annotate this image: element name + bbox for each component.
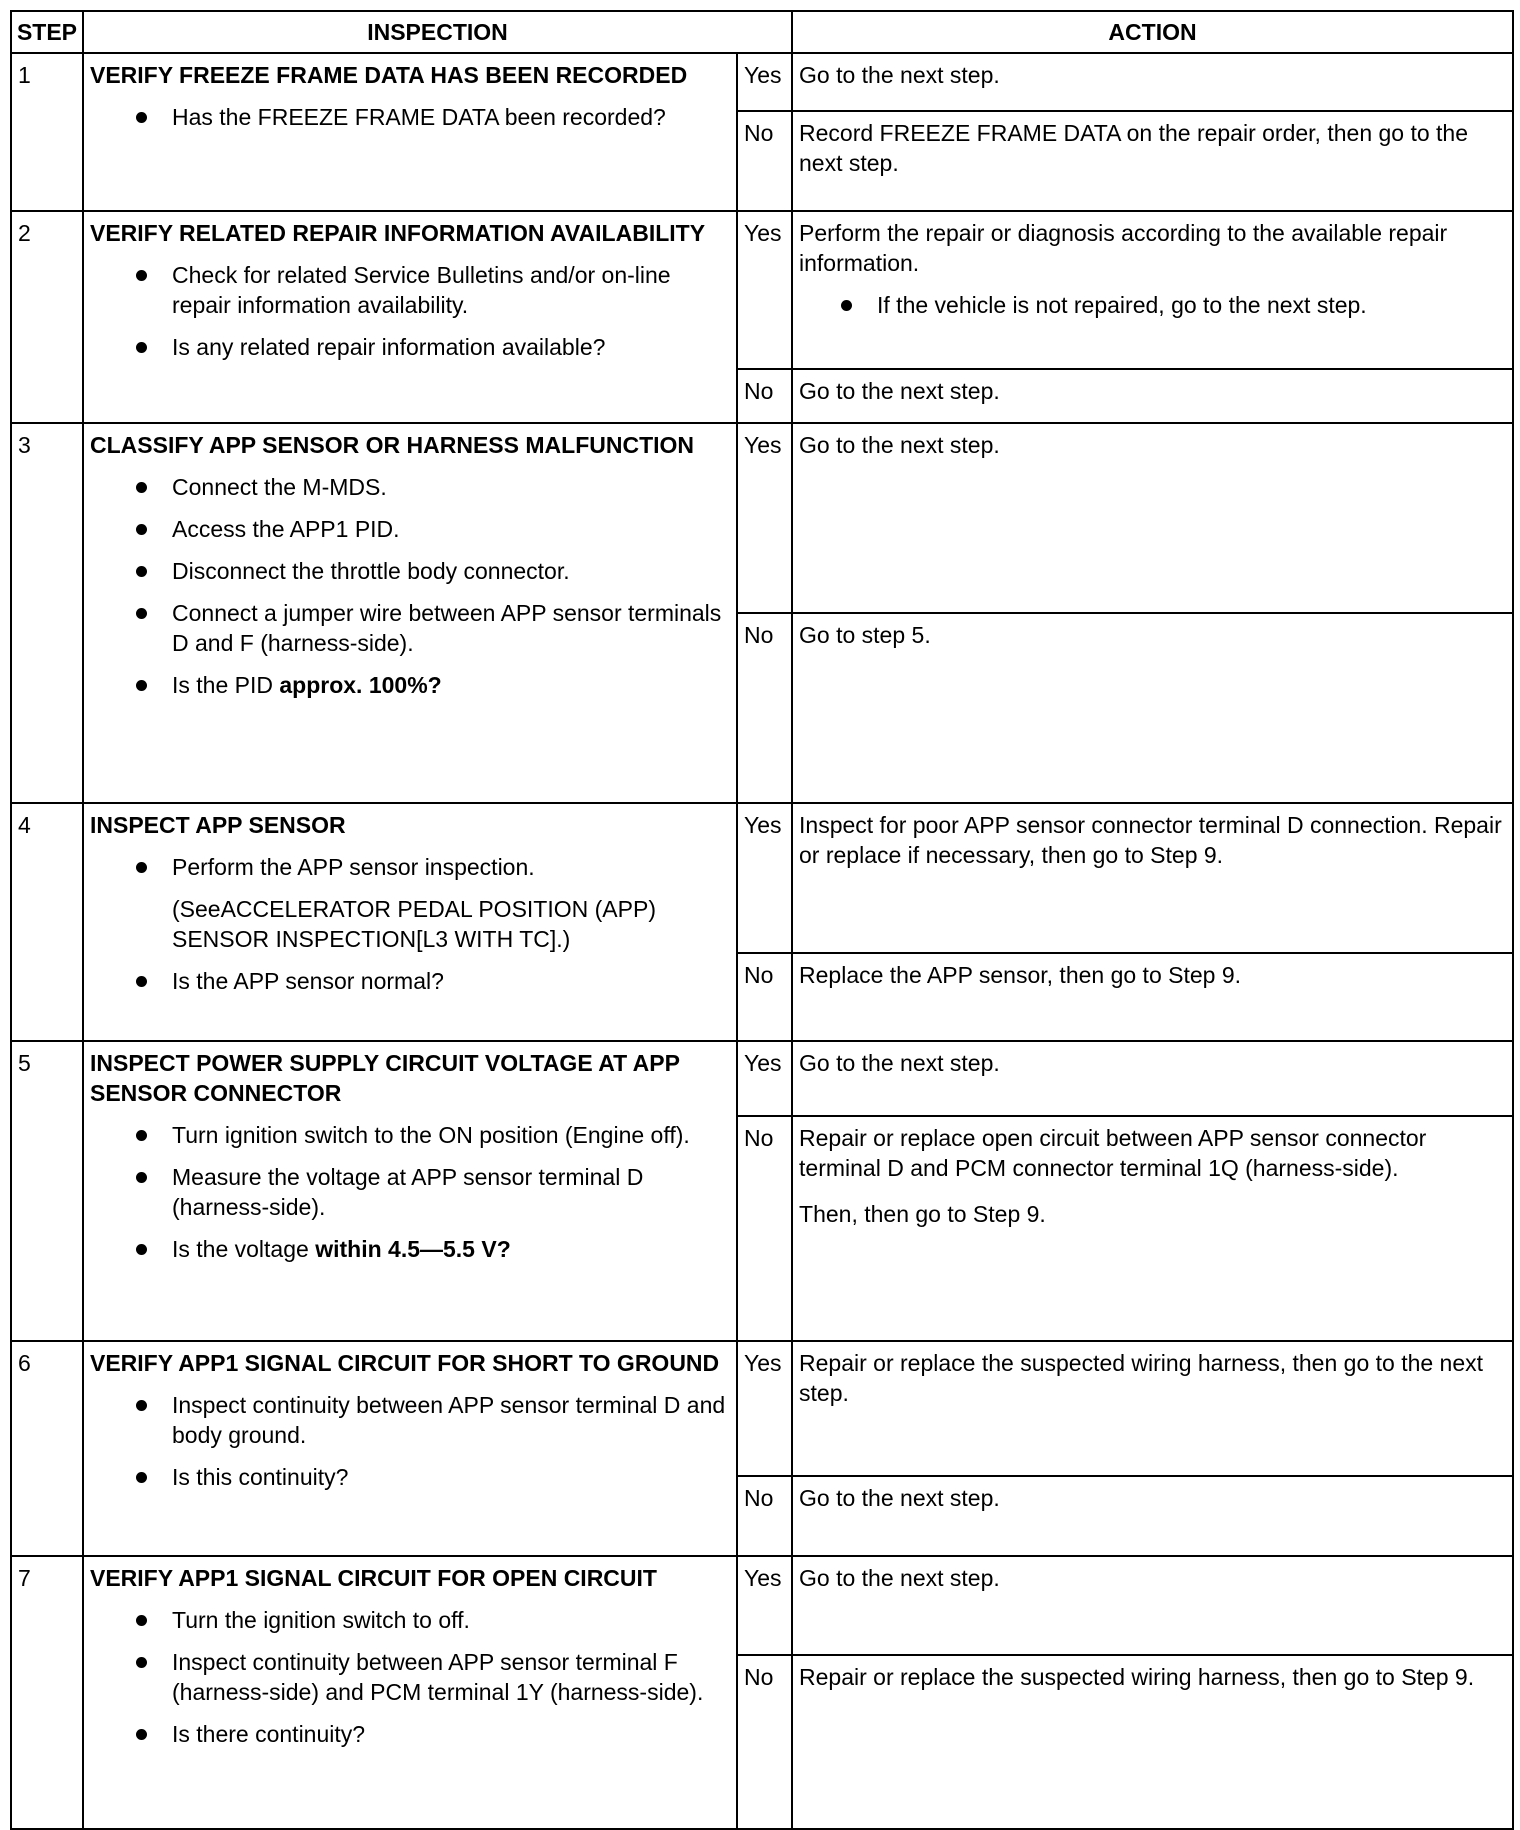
yes-label: Yes bbox=[737, 803, 792, 953]
header-row bbox=[11, 11, 1513, 53]
inspection-bullet: Measure the voltage at APP sensor terminal D (harness-side). bbox=[90, 1162, 730, 1222]
step-inspection bbox=[83, 53, 737, 211]
yes-action bbox=[792, 211, 1513, 369]
step-inspection bbox=[83, 423, 737, 803]
step-6-yes-row bbox=[11, 1341, 1513, 1476]
yes-label: Yes bbox=[737, 53, 792, 111]
inspection-bullet: Turn the ignition switch to off. bbox=[90, 1605, 730, 1635]
yes-action: Go to the next step. bbox=[792, 1041, 1513, 1116]
no-label: No bbox=[737, 1476, 792, 1556]
bullet-bold-text: within 4.5—5.5 V? bbox=[315, 1236, 511, 1262]
no-label: No bbox=[737, 1655, 792, 1829]
step-inspection bbox=[83, 803, 737, 1041]
step-2-yes-row bbox=[11, 211, 1513, 369]
header-step: STEP bbox=[11, 11, 83, 53]
inspection-note: (SeeACCELERATOR PEDAL POSITION (APP) SENSOR INSPECTION[L3 WITH TC].) bbox=[172, 896, 656, 952]
step-title: CLASSIFY APP SENSOR OR HARNESS MALFUNCTION bbox=[90, 432, 695, 458]
no-label: No bbox=[737, 953, 792, 1041]
bullet-text: Is the voltage bbox=[172, 1236, 316, 1262]
step-title: VERIFY RELATED REPAIR INFORMATION AVAILABILITY bbox=[90, 220, 706, 246]
yes-action: Go to the next step. bbox=[792, 1556, 1513, 1655]
no-action: Go to the next step. bbox=[792, 369, 1513, 423]
yes-action-text: Perform the repair or diagnosis according to the available repair information. bbox=[799, 220, 1448, 276]
inspection-bullet: Inspect continuity between APP sensor terminal F (harness-side) and PCM terminal 1Y (harness-side). bbox=[90, 1647, 730, 1707]
yes-label: Yes bbox=[737, 1041, 792, 1116]
step-title: VERIFY APP1 SIGNAL CIRCUIT FOR OPEN CIRCUIT bbox=[90, 1565, 657, 1591]
bullet-bold-text: approx. 100%? bbox=[279, 672, 442, 698]
step-inspection bbox=[83, 1041, 737, 1341]
yes-action: Go to the next step. bbox=[792, 423, 1513, 613]
yes-action: Repair or replace the suspected wiring harness, then go to the next step. bbox=[792, 1341, 1513, 1476]
inspection-bullet: Disconnect the throttle body connector. bbox=[90, 556, 730, 586]
no-action: Replace the APP sensor, then go to Step 9. bbox=[792, 953, 1513, 1041]
inspection-bullet: Connect the M-MDS. bbox=[90, 472, 730, 502]
step-title: INSPECT APP SENSOR bbox=[90, 812, 346, 838]
yes-label: Yes bbox=[737, 1556, 792, 1655]
inspection-bullet: Is any related repair information available? bbox=[90, 332, 730, 362]
no-action: Go to the next step. bbox=[792, 1476, 1513, 1556]
step-7-yes-row bbox=[11, 1556, 1513, 1655]
no-action: Go to step 5. bbox=[792, 613, 1513, 803]
step-inspection bbox=[83, 1556, 737, 1829]
inspection-bullet: Is the APP sensor normal? bbox=[90, 966, 730, 996]
inspection-bullet: Inspect continuity between APP sensor terminal D and body ground. bbox=[90, 1390, 730, 1450]
step-number: 1 bbox=[11, 53, 83, 211]
inspection-bullet: Is there continuity? bbox=[90, 1719, 730, 1749]
inspection-bullet: Has the FREEZE FRAME DATA been recorded? bbox=[90, 102, 730, 132]
inspection-bullet bbox=[90, 1234, 730, 1264]
no-action: Record FREEZE FRAME DATA on the repair order, then go to the next step. bbox=[792, 111, 1513, 211]
step-number: 2 bbox=[11, 211, 83, 423]
no-label: No bbox=[737, 613, 792, 803]
step-number: 5 bbox=[11, 1041, 83, 1341]
step-title: VERIFY APP1 SIGNAL CIRCUIT FOR SHORT TO GROUND bbox=[90, 1350, 720, 1376]
step-1-yes-row bbox=[11, 53, 1513, 111]
yes-label: Yes bbox=[737, 423, 792, 613]
yes-action: Go to the next step. bbox=[792, 53, 1513, 111]
no-label: No bbox=[737, 369, 792, 423]
inspection-bullet bbox=[90, 670, 730, 700]
diagnostic-table bbox=[10, 10, 1514, 1830]
action-bullet: If the vehicle is not repaired, go to the next step. bbox=[799, 290, 1506, 320]
step-inspection bbox=[83, 211, 737, 423]
step-title: VERIFY FREEZE FRAME DATA HAS BEEN RECORDED bbox=[90, 62, 688, 88]
step-inspection bbox=[83, 1341, 737, 1556]
header-inspection: INSPECTION bbox=[83, 11, 792, 53]
yes-label: Yes bbox=[737, 1341, 792, 1476]
inspection-bullet: Perform the APP sensor inspection. bbox=[90, 852, 730, 882]
step-number: 6 bbox=[11, 1341, 83, 1556]
no-action: Repair or replace the suspected wiring harness, then go to Step 9. bbox=[792, 1655, 1513, 1829]
yes-action: Inspect for poor APP sensor connector terminal D connection. Repair or replace if necessary, then go to Step 9. bbox=[792, 803, 1513, 953]
step-number: 4 bbox=[11, 803, 83, 1041]
step-title: INSPECT POWER SUPPLY CIRCUIT VOLTAGE AT APP SENSOR CONNECTOR bbox=[90, 1050, 680, 1106]
step-4-yes-row bbox=[11, 803, 1513, 953]
no-action-text-2: Then, then go to Step 9. bbox=[799, 1201, 1046, 1227]
inspection-bullet: Is this continuity? bbox=[90, 1462, 730, 1492]
inspection-bullet: Connect a jumper wire between APP sensor terminals D and F (harness-side). bbox=[90, 598, 730, 658]
no-label: No bbox=[737, 1116, 792, 1341]
step-5-yes-row bbox=[11, 1041, 1513, 1116]
inspection-bullet: Turn ignition switch to the ON position (Engine off). bbox=[90, 1120, 730, 1150]
step-number: 3 bbox=[11, 423, 83, 803]
inspection-bullet: Access the APP1 PID. bbox=[90, 514, 730, 544]
no-action-text: Repair or replace open circuit between APP sensor connector terminal D and PCM connector terminal 1Q (harness-side). bbox=[799, 1125, 1427, 1181]
no-label: No bbox=[737, 111, 792, 211]
no-action bbox=[792, 1116, 1513, 1341]
step-3-yes-row bbox=[11, 423, 1513, 613]
header-action: ACTION bbox=[792, 11, 1513, 53]
yes-label: Yes bbox=[737, 211, 792, 369]
inspection-bullet: Check for related Service Bulletins and/or on-line repair information availability. bbox=[90, 260, 730, 320]
step-number: 7 bbox=[11, 1556, 83, 1829]
bullet-text: Is the PID bbox=[172, 672, 280, 698]
